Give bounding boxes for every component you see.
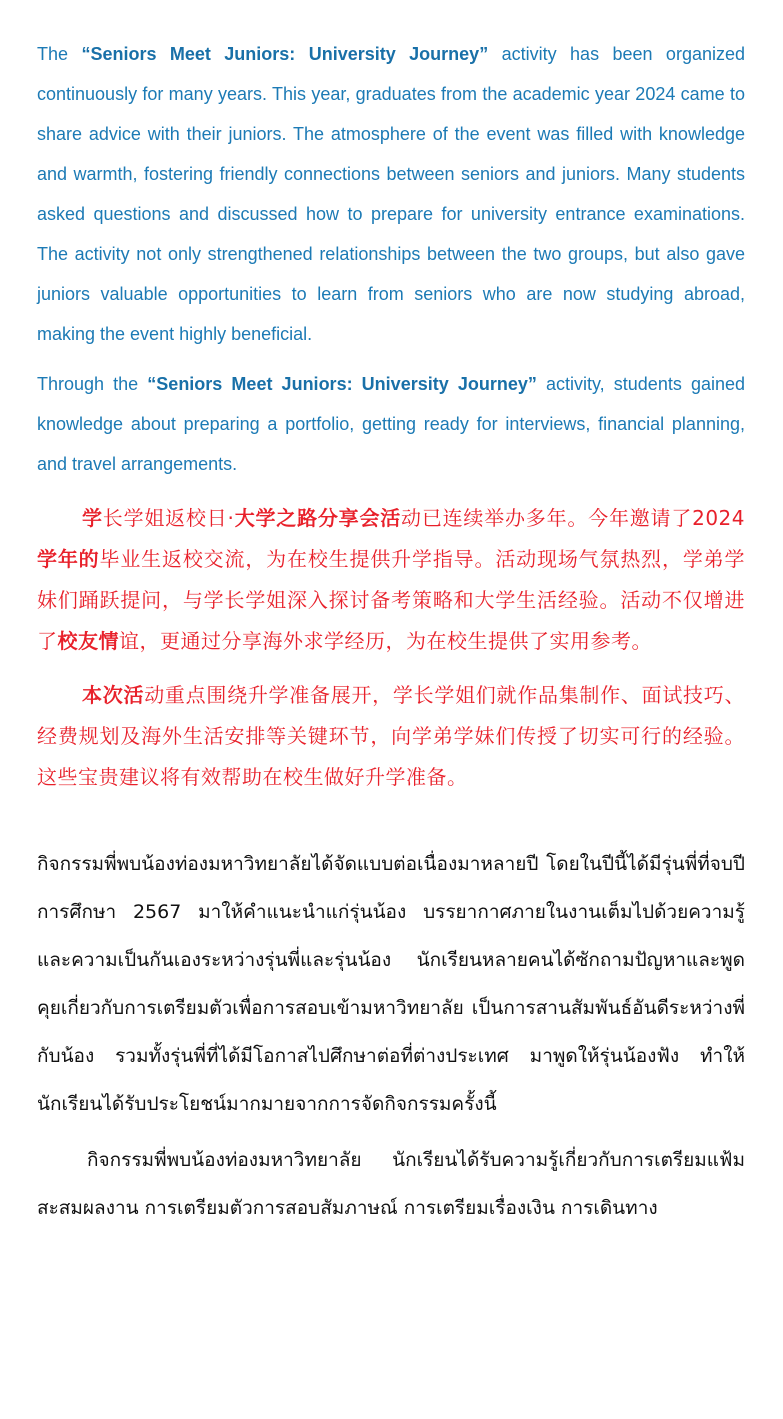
english-p1-body: activity has been organized continuously for many years. This year, graduates from the academic year 2024 came to share advice with their juniors. The atmosphere of the event was filled with knowledge and warmth, fostering friendly connections between seniors and juniors. Many students asked questions and discussed how to prepare for university entrance examinations. The activity not only strengthened relationships between the two groups, but also gave juniors valuable opportunities to learn from seniors who are now studying abroad, making the event highly beneficial. (37, 44, 745, 344)
english-p2-lead: Through the (37, 374, 148, 394)
chinese-paragraph-1 (37, 498, 745, 662)
thai-paragraph-2: กิจกรรมพี่พบน้องท่องมหาวิทยาลัย นักเรียนได้รับความรู้เกี่ยวกับการเตรียมแฟ้มสะสมผลงาน การเตรียมตัวการสอบสัมภาษณ์ การเตรียมเรื่องเงิน การเดินทาง (37, 1149, 745, 1219)
thai-paragraph-1: กิจกรรมพี่พบน้องท่องมหาวิทยาลัยได้จัดแบบต่อเนื่องมาหลายปี โดยในปีนี้ได้มีรุ่นพี่ที่จบปีการศึกษา 2567 มาให้คำแนะนำแก่รุ่นน้อง บรรยากาศภายในงานเต็มไปด้วยความรู้และความเป็นกันเองระหว่างรุ่นพี่และรุ่นน้อง นักเรียนหลายคนได้ซักถามปัญหาและพูดคุยเกี่ยวกับการเตรียมตัวเพื่อการสอบเข้ามหาวิทยาลัย เป็นการสานสัมพันธ์อันดีระหว่างพี่กับน้อง รวมทั้งรุ่นพี่ที่ได้มีโอกาสไปศึกษาต่อที่ต่างประเทศ มาพูดให้รุ่นน้องฟัง ทำให้นักเรียนได้รับประโยชน์มากมายจากการจัดกิจกรรมครั้งนี้ (37, 853, 745, 1115)
chinese-bold-run: 本次活 (82, 683, 145, 707)
chinese-text-run: 动重点围绕升学准备展开，学长学姐们就作品集制作、面试技巧、经费规划及海外生活安排等关键环节，向学弟学妹们传授了切实可行的经验。这些宝贵建议将有效帮助在校生做好升学准备。 (37, 683, 746, 789)
chinese-bold-run: 校友情 (57, 629, 119, 653)
newsletter-article (37, 34, 745, 1232)
chinese-text-run: 动已连续举办多年。今年邀请了2024 (401, 506, 746, 530)
english-paragraph-1 (37, 34, 745, 354)
chinese-bold-run: 学 (82, 506, 103, 530)
chinese-bold-run: 大学之路分享会活 (234, 506, 402, 530)
chinese-text-run: 谊，更通过分享海外求学经历，为在校生提供了实用参考。 (119, 629, 652, 653)
english-p2-body: activity, students gained knowledge about preparing a portfolio, getting ready for interviews, financial planning, and travel arrangements. (37, 374, 745, 474)
chinese-text-run: 长学姐返校日· (102, 506, 235, 530)
chinese-text-run: 毕业生返校交流，为在校生提供升学指导。活动现场气氛热烈，学弟学妹们踊跃提问，与学长学姐深入探讨备考策略和大学生活经验。活动不仅增进了 (37, 547, 745, 653)
chinese-paragraph-2 (37, 675, 745, 798)
activity-title-highlight: “Seniors Meet Juniors: University Journey” (147, 374, 537, 394)
english-p1-lead: The (37, 44, 82, 64)
activity-title-highlight: “Seniors Meet Juniors: University Journey” (81, 44, 489, 64)
chinese-bold-run: 学年的 (37, 547, 100, 571)
english-paragraph-2 (37, 364, 745, 484)
